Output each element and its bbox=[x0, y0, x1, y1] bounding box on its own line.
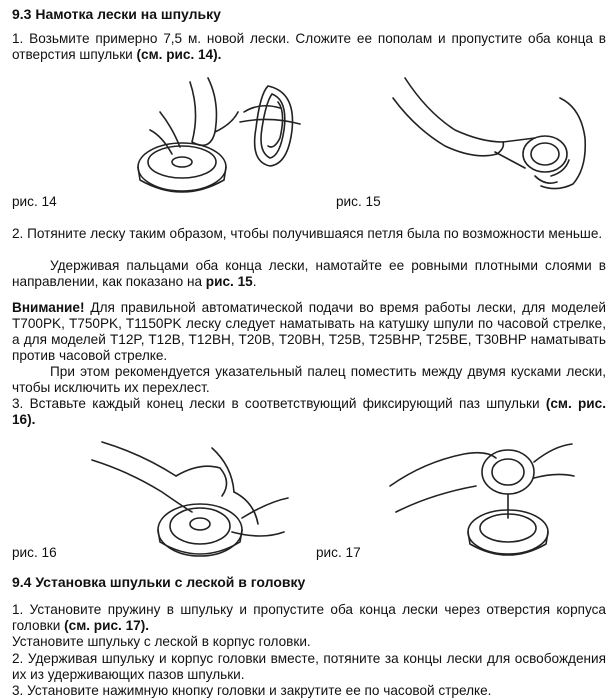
figure-14-caption: рис. 14 bbox=[12, 194, 57, 209]
section-9-3-title: 9.3 Намотка лески на шпульку bbox=[12, 6, 221, 22]
step-3-text: 3. Вставьте каждый конец лески в соответствующий фиксирующий паз шпульки bbox=[12, 396, 546, 411]
step-3-paragraph bbox=[12, 396, 606, 428]
figure-15-illustration bbox=[385, 68, 607, 198]
step-1-paragraph bbox=[12, 31, 606, 63]
section-9-4-figure-ref: (см. рис. 17). bbox=[64, 618, 150, 633]
section-9-4-step-1-text: 1. Установите пружину в шпульку и пропустите оба конца лески через отверстия корпуса головки bbox=[12, 602, 606, 633]
figure-16-illustration bbox=[82, 432, 292, 562]
step-2-hold-paragraph bbox=[12, 258, 606, 290]
figure-16-caption: рис. 16 bbox=[12, 545, 57, 560]
section-9-4-title: 9.4 Установка шпульки с леской в головку bbox=[12, 574, 306, 590]
warning-text: Для правильной автоматической подачи во время работы лески, для моделей T700PK, T750PK, T1150PK леску следует наматывать на катушку шпули по часовой стрелке, а для моделей T12P, T12B, T12BH, T20B, T20BH, T25B, T25BHP, T25BE, T30BHP наматывать против часовой стрелке. bbox=[12, 300, 606, 363]
section-9-4-install: Установите шпульку с леской в корпус головки. bbox=[12, 634, 311, 649]
step-2-paragraph: 2. Потяните леску таким образом, чтобы получившаяся петля была по возможности меньше. bbox=[12, 226, 603, 241]
step-1-figure-ref: (см. рис. 14). bbox=[136, 47, 222, 62]
figure-17-illustration bbox=[384, 432, 580, 564]
section-9-4-step-2: 2. Удерживая шпульку и корпус головки вместе, потяните за концы лески для освобождения их из удерживающих пазов шпульки. bbox=[12, 651, 606, 682]
step-2-figure-ref: рис. 15 bbox=[205, 274, 253, 289]
warning-label: Внимание! bbox=[12, 300, 85, 315]
section-9-4-step-1 bbox=[12, 602, 606, 634]
figure-15-caption: рис. 15 bbox=[336, 194, 381, 209]
figure-14-illustration bbox=[120, 72, 320, 200]
warning-note: При этом рекомендуется указательный палец поместить между двумя кусками лески, чтобы исключить их перехлест. bbox=[12, 364, 606, 395]
step-2-hold-text: Удерживая пальцами оба конца лески, намотайте ее ровными плотными слоями в направлении, как показано на bbox=[12, 258, 606, 289]
warning-paragraph bbox=[12, 300, 606, 364]
step-1-text: 1. Возьмите примерно 7,5 м. новой лески. Сложите ее пополам и пропустите оба конца в отверстия шпульки bbox=[12, 31, 606, 62]
figure-17-caption: рис. 17 bbox=[316, 545, 361, 560]
step-3-figure-ref: (см. рис. 16). bbox=[12, 396, 606, 427]
section-9-4-step-3: 3. Установите нажимную кнопку головки и закрутите ее по часовой стрелке. bbox=[12, 683, 492, 698]
step-2-hold-end: . bbox=[252, 274, 257, 289]
